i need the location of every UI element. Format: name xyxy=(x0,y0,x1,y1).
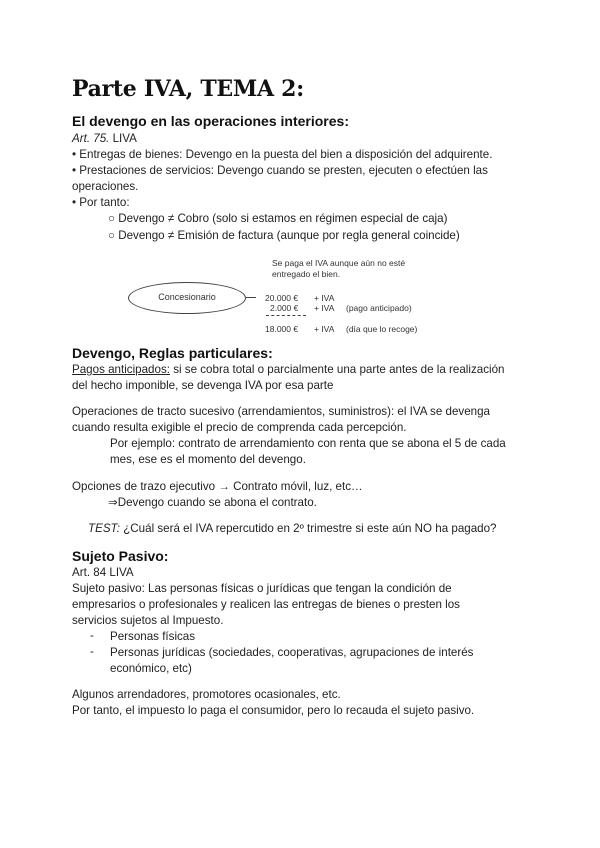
note-anticipado: (pago anticipado) xyxy=(346,303,412,313)
test-question xyxy=(88,521,497,537)
arrow-icon xyxy=(246,297,256,298)
dash-icon: - xyxy=(90,629,94,642)
article-84: Art. 84 LIVA xyxy=(72,566,134,579)
section-heading-reglas: Devengo, Reglas particulares: xyxy=(72,345,273,361)
diagram-note-2: entregado el bien. xyxy=(272,269,341,279)
article-ref-rest: LIVA xyxy=(109,132,137,145)
iva-1: + IVA xyxy=(314,293,335,303)
personas-juridicas-cont: económico, etc) xyxy=(110,662,192,675)
bullet-por-tanto: • Por tanto: xyxy=(72,196,130,209)
test-text: ¿Cuál será el IVA repercutido en 2º trimestre si este aún NO ha pagado? xyxy=(120,522,497,535)
concesionario-oval xyxy=(128,282,246,314)
ejemplo: Por ejemplo: contrato de arrendamiento con renta que se abona el 5 de cada xyxy=(110,437,506,450)
section-heading-sujeto: Sujeto Pasivo: xyxy=(72,548,169,564)
conclusion: Por tanto, el impuesto lo paga el consumidor, pero lo recauda el sujeto pasivo. xyxy=(72,704,475,717)
page-title: Parte IVA, TEMA 2: xyxy=(72,76,304,102)
divider xyxy=(266,315,306,316)
pagos-anticipados-cont: del hecho imponible, se devenga IVA por esa parte xyxy=(72,379,334,392)
tracto-sucesivo: Operaciones de tracto sucesivo (arrendamientos, suministros): el IVA se devenga xyxy=(72,405,491,418)
article-ref-italic: Art. 75. xyxy=(72,132,110,145)
personas-fisicas: Personas físicas xyxy=(110,630,196,643)
amount-1: 20.000 € xyxy=(265,293,299,303)
pagos-anticipados xyxy=(72,362,504,378)
test-label: TEST: xyxy=(88,522,120,535)
sujeto-def-3: servicios sujetos al Impuesto. xyxy=(72,614,224,627)
pagos-anticipados-label: Pagos anticipados: xyxy=(72,363,170,376)
devengo-diagram xyxy=(124,258,444,338)
trazo-ejecutivo-devengo: ⇒Devengo cuando se abona el contrato. xyxy=(108,496,317,509)
sujeto-def-2: empresarios o profesionales y realicen las entregas de bienes o presten los xyxy=(72,598,460,611)
iva-3: + IVA xyxy=(314,324,335,334)
section-heading-devengo: El devengo en las operaciones interiores: xyxy=(72,113,349,129)
amount-2: 2.000 € xyxy=(270,303,299,313)
note-recoge: (día que lo recoge) xyxy=(346,324,418,334)
sujeto-def-1: Sujeto pasivo: Las personas físicas o jurídicas que tengan la condición de xyxy=(72,582,452,595)
concesionario-label: Concesionario xyxy=(158,292,216,302)
bullet-prestaciones: • Prestaciones de servicios: Devengo cuando se presten, ejecuten o efectúen las xyxy=(72,164,488,177)
article-ref xyxy=(72,131,137,147)
amount-3: 18.000 € xyxy=(265,324,299,334)
iva-2: + IVA xyxy=(314,303,335,313)
sub-bullet-factura: ○ Devengo ≠ Emisión de factura (aunque por regla general coincide) xyxy=(108,229,460,242)
trazo-ejecutivo: Opciones de trazo ejecutivo → Contrato móvil, luz, etc… xyxy=(72,480,363,493)
sub-bullet-cobro: ○ Devengo ≠ Cobro (solo si estamos en régimen especial de caja) xyxy=(108,212,448,225)
personas-juridicas: Personas jurídicas (sociedades, cooperativas, agrupaciones de interés xyxy=(110,646,474,659)
bullet-prestaciones-cont: operaciones. xyxy=(72,180,139,193)
dash-icon: - xyxy=(90,645,94,658)
pagos-anticipados-text: si se cobra total o parcialmente una parte antes de la realización xyxy=(169,363,505,376)
arrendadores: Algunos arrendadores, promotores ocasionales, etc. xyxy=(72,688,341,701)
tracto-sucesivo-cont: cuando resulta exigible el precio de comprenda cada percepción. xyxy=(72,421,407,434)
ejemplo-cont: mes, ese es el momento del devengo. xyxy=(110,453,306,466)
diagram-note-1: Se paga el IVA aunque aún no esté xyxy=(272,258,406,268)
bullet-entregas: • Entregas de bienes: Devengo en la puesta del bien a disposición del adquirente. xyxy=(72,148,493,161)
